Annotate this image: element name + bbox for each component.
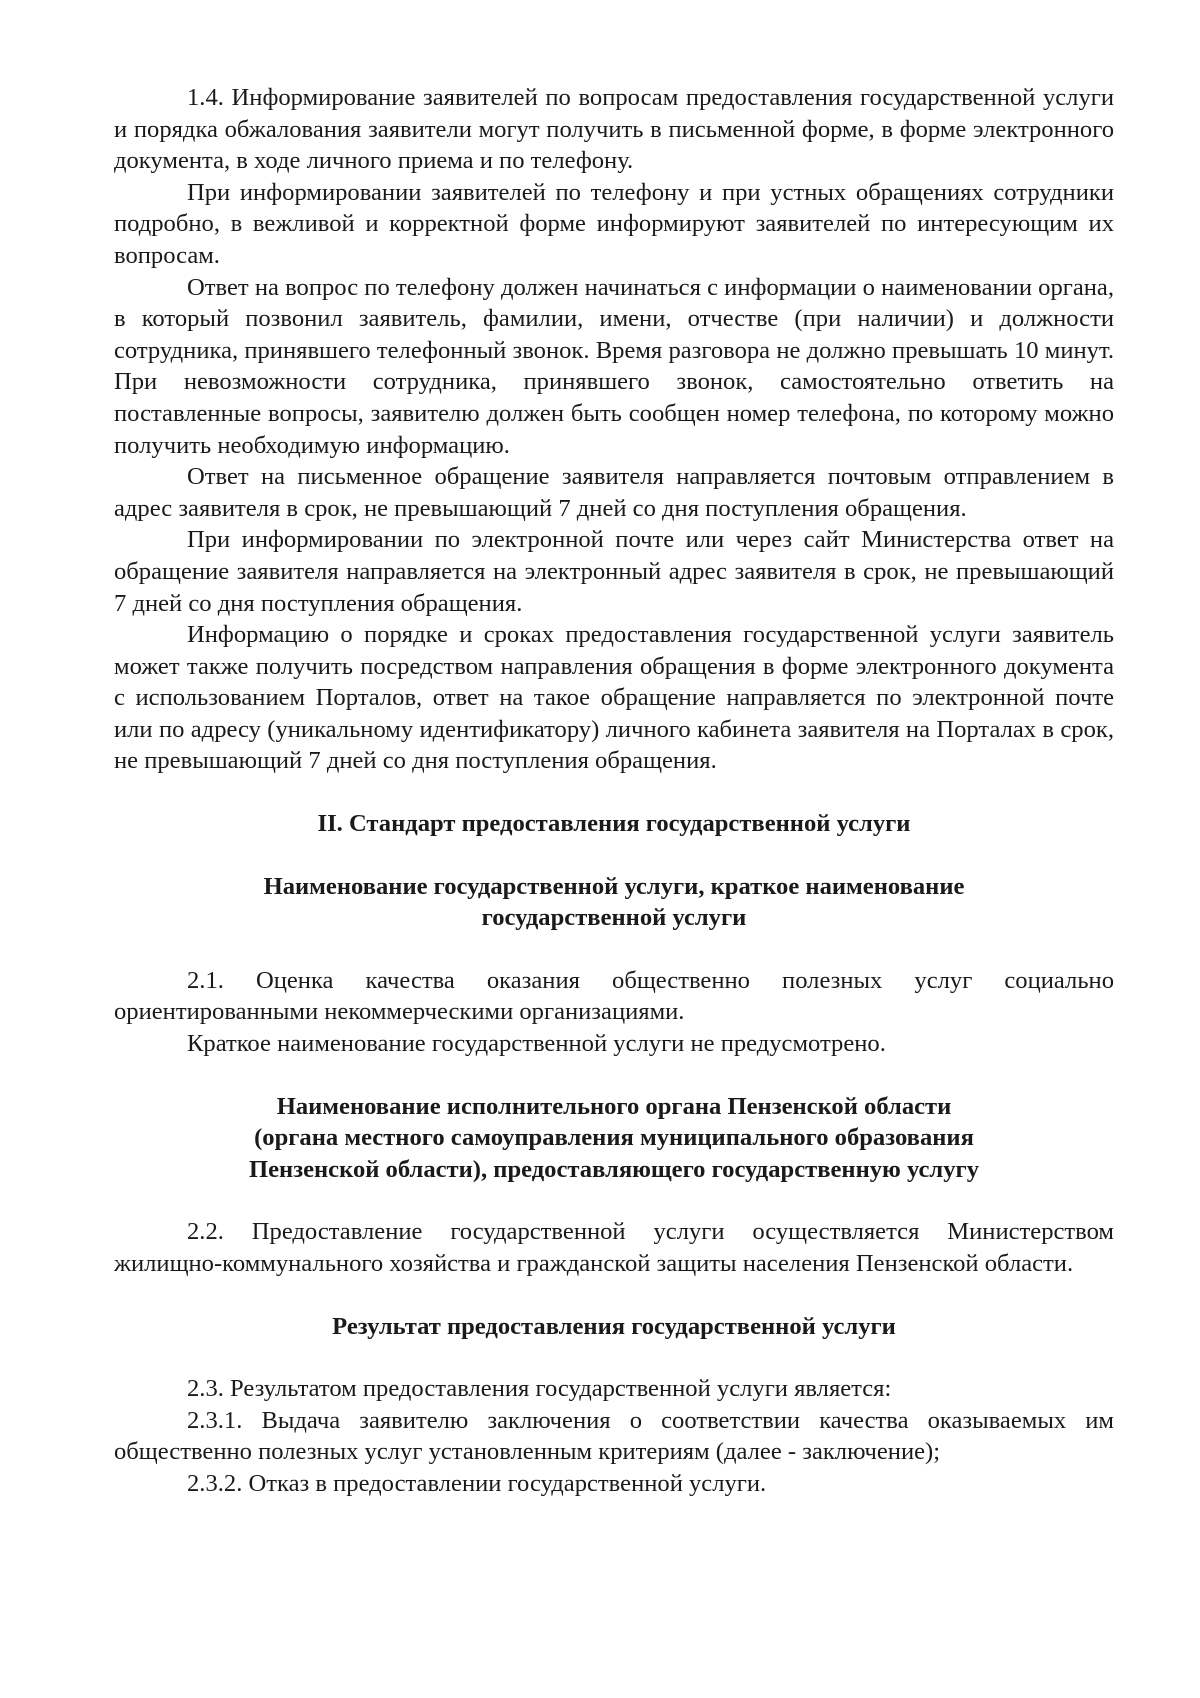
paragraph-2-1: 2.1. Оценка качества оказания общественно полезных услуг социально ориентированными некоммерческими организациями. [114, 966, 1114, 1026]
heading-result: Результат предоставления государственной услуги [332, 1312, 896, 1340]
paragraph-2-3: 2.3. Результатом предоставления государственной услуги является: [187, 1375, 892, 1403]
heading-executive-body-line-2: (органа местного самоуправления муниципального образования [254, 1124, 974, 1152]
paragraph-2-3-1: 2.3.1. Выдача заявителю заключения о соответствии качества оказываемых им общественно полезных услуг установленным критериям (далее - заключение); [114, 1406, 1114, 1466]
document-body [114, 82, 1114, 1500]
paragraph-2-3-2: 2.3.2. Отказ в предоставлении государственной услуги. [187, 1469, 767, 1497]
heading-service-name [114, 871, 1114, 934]
paragraph-phone-info: При информировании заявителей по телефону и при устных обращениях сотрудники подробно, в вежливой и корректной форме информируют заявителей по интересующим их вопросам. [114, 178, 1114, 269]
section-2-title: II. Стандарт предоставления государственной услуги [317, 810, 911, 838]
paragraph-1-4: 1.4. Информирование заявителей по вопросам предоставления государственной услуги и порядка обжалования заявители могут получить в письменной форме, в форме электронного документа, в ходе личного приема и по телефону. [114, 84, 1114, 175]
heading-service-name-line-1: Наименование государственной услуги, краткое наименование [263, 872, 965, 900]
heading-executive-body [114, 1091, 1114, 1186]
heading-service-name-line-2: государственной услуги [481, 904, 747, 932]
paragraph-phone-answer: Ответ на вопрос по телефону должен начинаться с информации о наименовании органа, в который позвонил заявитель, фамилии, имени, отчестве (при наличии) и должности сотрудника, принявшего телефонный звонок. Время разговора не должно превышать 10 минут. При невозможности сотрудника, принявшего звонок, самостоятельно ответить на поставленные вопросы, заявителю должен быть сообщен номер телефона, по которому можно получить необходимую информацию. [114, 273, 1114, 459]
heading-executive-body-line-3: Пензенской области), предоставляющего государственную услугу [249, 1155, 979, 1183]
paragraph-2-1-short-name: Краткое наименование государственной услуги не предусмотрено. [187, 1030, 886, 1058]
paragraph-portal-info: Информацию о порядке и сроках предоставления государственной услуги заявитель может также получить посредством направления обращения в форме электронного документа с использованием Порталов, ответ на такое обращение направляется по электронной почте или по адресу (уникальному идентификатору) личного кабинета заявителя на Порталах в срок, не превышающий 7 дней со дня поступления обращения. [114, 621, 1114, 775]
heading-executive-body-line-1: Наименование исполнительного органа Пензенской области [276, 1092, 952, 1120]
paragraph-email-answer: При информировании по электронной почте или через сайт Министерства ответ на обращение заявителя направляется на электронный адрес заявителя в срок, не превышающий 7 дней со дня поступления обращения. [114, 526, 1114, 617]
paragraph-2-2: 2.2. Предоставление государственной услуги осуществляется Министерством жилищно-коммунального хозяйства и гражданской защиты населения Пензенской области. [114, 1218, 1114, 1277]
paragraph-written-answer: Ответ на письменное обращение заявителя направляется почтовым отправлением в адрес заявителя в срок, не превышающий 7 дней со дня поступления обращения. [114, 463, 1114, 522]
